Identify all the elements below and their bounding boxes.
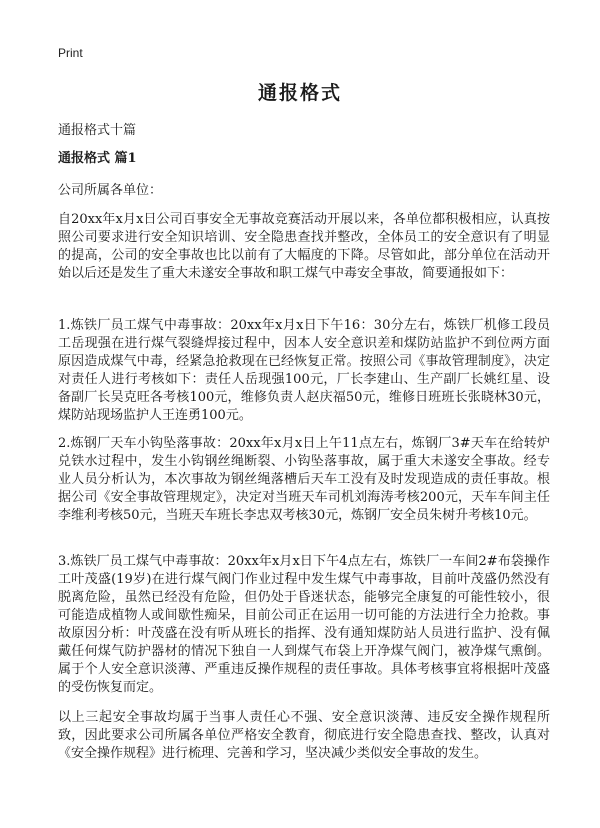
document-subtitle: 通报格式十篇	[58, 123, 137, 138]
paragraph-intro: 自20xx年x月x日公司百事安全无事故竞赛活动开展以来，各单位都积极相应，认真按照公司要求进行安全知识培训、安全隐患查找并整改，全体员工的安全意识有了明显的提高，公司的安全事故也比以前有了大幅度的下降。尽管如此，部分单位在活动开始以后还是发生了重大未遂安全事故和职工煤气中毒安全事故，简要通报如下：	[58, 212, 550, 281]
document-title: 通报格式	[257, 82, 342, 104]
paragraph-incident-1: 1.炼铁厂员工煤气中毒事故：20xx年x月x日下午16：30分左右，炼铁厂机修工段员工岳现强在进行煤气裂缝焊接过程中，因本人安全意识差和煤防站监护不到位两方面原因造成煤气中毒，经紧急抢救现在已经恢复正常。按照公司《事故管理制度》，决定对责任人进行考核如下：责任人岳现强100元，厂长李建山、生产副厂长姚红星、设备副厂长吴克旺各考核100元，维修负责人赵庆福50元，维修日班班长张晓林30元，煤防站现场监护人王连勇100元。	[58, 318, 550, 423]
paragraph-incident-2: 2.炼钢厂天车小钩坠落事故：20xx年x月x日上午11点左右，炼钢厂3#天车在给转炉兑铁水过程中，发生小钩钢丝绳断裂、小钩坠落事故，属于重大未遂安全事故。经专业人员分析认为，本次事故为钢丝绳落槽后天车工没有及时发现造成的责任事故。根据公司《安全事故管理规定》，决定对当班天车司机刘海涛考核200元，天车车间主任李维利考核50元，当班天车班长李忠双考核30元，炼钢厂安全员朱树升考核10元。	[58, 436, 550, 523]
section-heading: 通报格式 篇1	[58, 151, 137, 166]
salutation: 公司所属各单位：	[58, 183, 163, 198]
paragraph-incident-3: 3.炼铁厂员工煤气中毒事故：20xx年x月x日下午4点左右，炼铁厂一车间2#布袋操作工叶茂盛(19岁)在进行煤气阀门作业过程中发生煤气中毒事故，目前叶茂盛仍然没有脱离危险，虽然已经没有危险，但仍处于昏迷状态，能够完全康复的可能性较小，很可能造成植物人或间歇性痴呆，目前公司正在运用一切可能的方法进行全力抢救。事故原因分析：叶茂盛在没有听从班长的指挥、没有通知煤防站人员进行监护、没有佩戴任何煤气防护器材的情况下独自一人到煤气布袋上开净煤气阀门，被净煤气熏倒。属于个人安全意识淡薄、严重违反操作规程的责任事故。具体考核事宜将根据叶茂盛的受伤恢复而定。	[58, 554, 550, 695]
paragraph-conclusion: 以上三起安全事故均属于当事人责任心不强、安全意识淡薄、违反安全操作规程所致，因此要求公司所属各单位严格安全教育，彻底进行安全隐患查找、整改，认真对《安全操作规程》进行梳理、完善和学习，坚决减少类似安全事故的发生。	[58, 710, 550, 761]
print-label: Print	[58, 46, 83, 60]
